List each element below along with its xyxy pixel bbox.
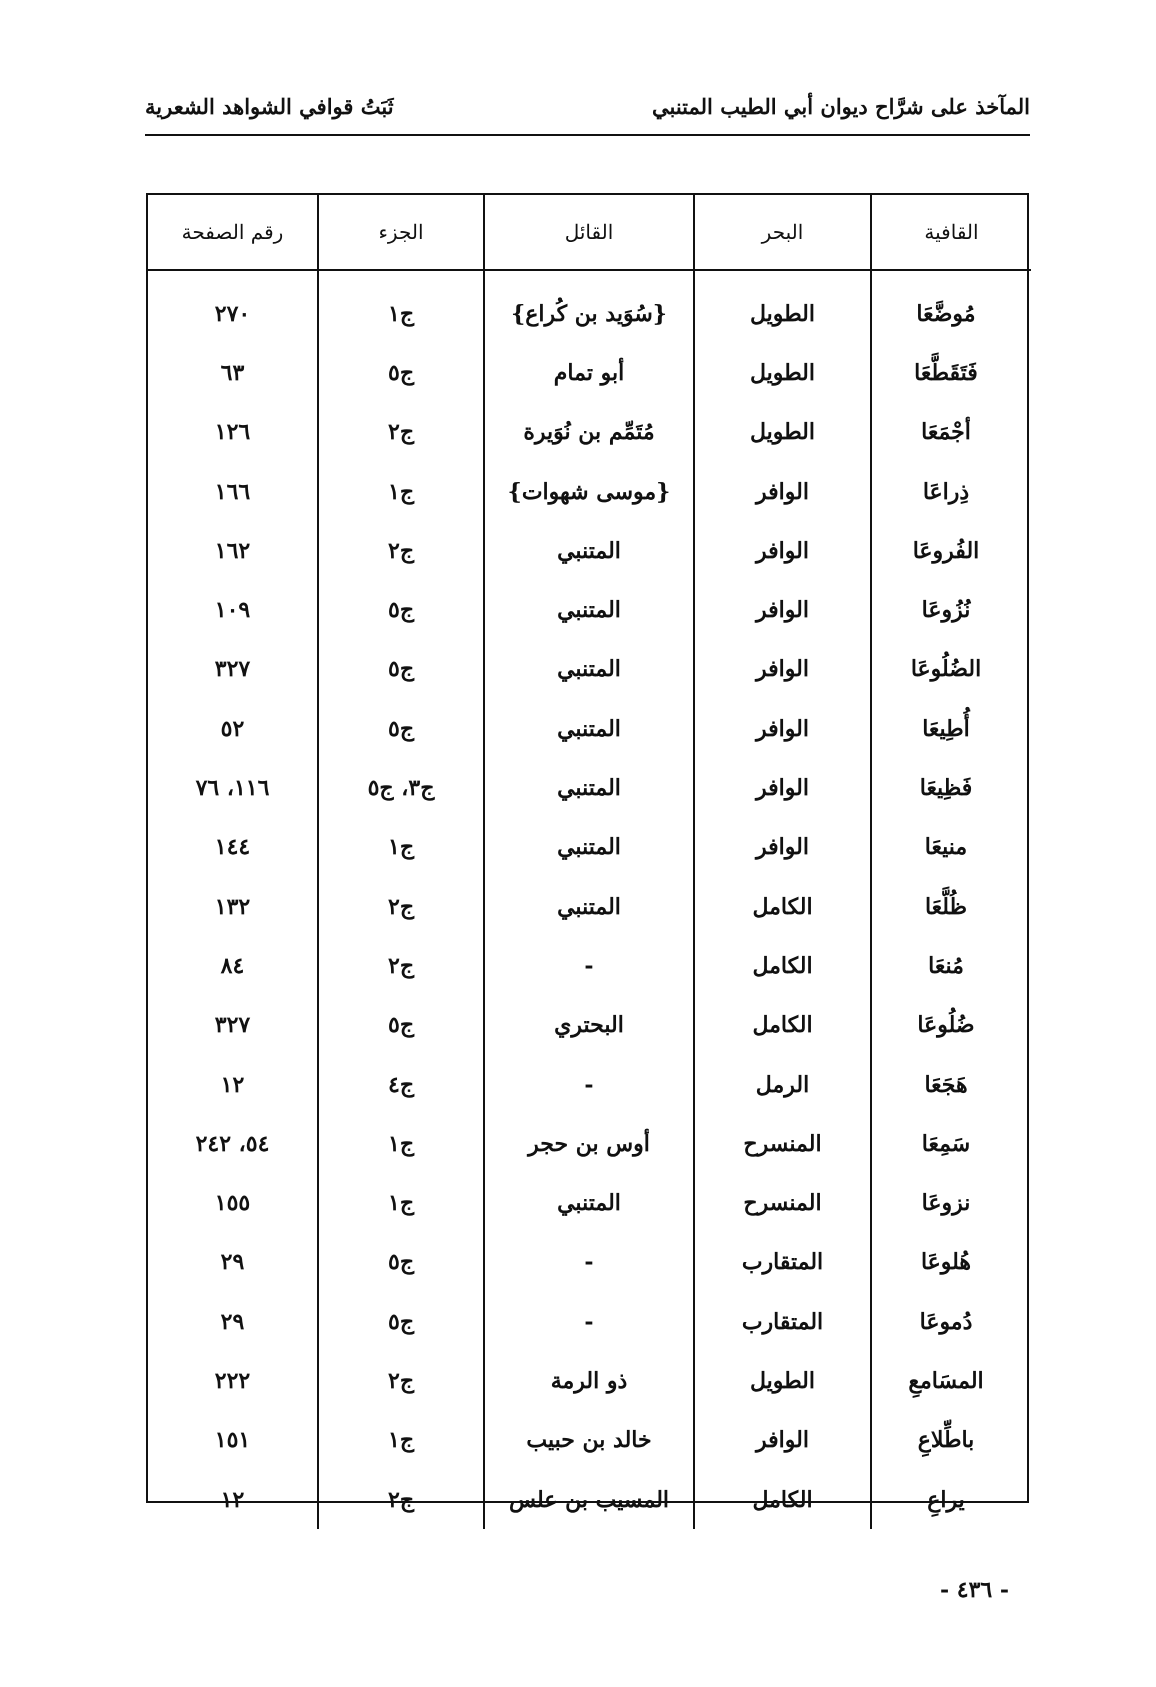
section-title: ثَبَتُ قوافي الشواهد الشعرية: [145, 94, 394, 119]
rhyme-cell: المسَامعِ: [871, 1351, 1031, 1410]
volume-cell: ج١: [318, 462, 484, 521]
rhyme-cell: فَظِيعَا: [871, 758, 1031, 817]
table-row: [148, 877, 1031, 936]
page-cell: ١٥١: [214, 1427, 251, 1454]
page-cell: ١٠٩: [214, 597, 251, 624]
speaker-cell: المتنبي: [484, 818, 694, 877]
table-row: [148, 462, 1031, 521]
speaker-cell: -: [484, 1233, 694, 1292]
rhyme-cell: سَمِعَا: [871, 1114, 1031, 1173]
rhyme-cell: دُموعَا: [871, 1292, 1031, 1351]
volume-cell: ج٥: [318, 343, 484, 402]
table-row: [148, 1173, 1031, 1232]
rhyme-cell: مُوضَّعَا: [871, 270, 1031, 343]
rhyme-cell: فَتَقَطَّعَا: [871, 343, 1031, 402]
table-row: [148, 1470, 1031, 1529]
table-header-row: [148, 195, 1031, 270]
speaker-cell: المتنبي: [484, 521, 694, 580]
rhyme-cell: ظُلَّعَا: [871, 877, 1031, 936]
table-row: [148, 403, 1031, 462]
column-header-rhyme: القافية: [871, 195, 1031, 270]
speaker-cell: المتنبي: [484, 758, 694, 817]
meter-cell: الوافر: [694, 640, 871, 699]
page-cell: ١١٦، ٧٦: [195, 775, 270, 802]
table-row: [148, 1055, 1031, 1114]
page-cell: ٢٩: [220, 1249, 245, 1276]
table-row: [148, 758, 1031, 817]
table-row: [148, 1351, 1031, 1410]
book-title: المآخذ على شرَّاح ديوان أبي الطيب المتنبي: [652, 94, 1030, 119]
column-header-speaker: القائل: [484, 195, 694, 270]
meter-cell: الكامل: [694, 877, 871, 936]
rhyme-cell: ذِراعَا: [871, 462, 1031, 521]
speaker-cell: المتنبي: [484, 1173, 694, 1232]
volume-cell: ج٢: [318, 936, 484, 995]
speaker-cell: ذو الرمة: [484, 1351, 694, 1410]
volume-cell: ج٢: [318, 403, 484, 462]
meter-cell: الوافر: [694, 462, 871, 521]
table-row: [148, 1233, 1031, 1292]
rhyme-cell: أُطِيعَا: [871, 699, 1031, 758]
volume-cell: ج١: [318, 818, 484, 877]
table-row: [148, 1292, 1031, 1351]
column-header-volume: الجزء: [318, 195, 484, 270]
volume-cell: ج١: [318, 1173, 484, 1232]
meter-cell: الكامل: [694, 936, 871, 995]
speaker-cell: {سُوَيد بن كُراع}: [484, 270, 694, 343]
page-cell: ٥٢: [220, 715, 245, 742]
rhyme-cell: الفُروعَا: [871, 521, 1031, 580]
volume-cell: ج٥: [318, 996, 484, 1055]
rhymes-table: [148, 195, 1031, 1529]
volume-cell: ج٣، ج٥: [318, 758, 484, 817]
table-row: [148, 1114, 1031, 1173]
meter-cell: الطويل: [694, 403, 871, 462]
page-cell: ٣٢٧: [214, 656, 251, 683]
rhymes-table-frame: [146, 193, 1029, 1513]
table-row: [148, 699, 1031, 758]
volume-cell: ج٢: [318, 877, 484, 936]
meter-cell: الطويل: [694, 1351, 871, 1410]
rhyme-cell: الضُلُوعَا: [871, 640, 1031, 699]
meter-cell: المنسرح: [694, 1173, 871, 1232]
rhyme-cell: نزوعَا: [871, 1173, 1031, 1232]
speaker-cell: المتنبي: [484, 640, 694, 699]
table-body: [148, 270, 1031, 1529]
speaker-cell: {موسى شهوات}: [484, 462, 694, 521]
rhyme-cell: هَجَعَا: [871, 1055, 1031, 1114]
page-number: - ٤٣٦ -: [940, 1577, 1010, 1603]
table-row: [148, 580, 1031, 639]
speaker-cell: مُتَمِّم بن نُوَيرة: [484, 403, 694, 462]
page-cell: ١٦٦: [214, 478, 251, 505]
page-cell: ٢٧٠: [214, 300, 251, 327]
page-cell: ١٢٦: [214, 419, 251, 446]
page-cell: ١٦٢: [214, 537, 251, 564]
meter-cell: المنسرح: [694, 1114, 871, 1173]
running-header: [145, 88, 1030, 136]
page-cell: ٥٤، ٢٤٢: [195, 1130, 270, 1157]
rhyme-cell: نُزُوعَا: [871, 580, 1031, 639]
meter-cell: الوافر: [694, 758, 871, 817]
speaker-cell: البحتري: [484, 996, 694, 1055]
speaker-cell: المتنبي: [484, 699, 694, 758]
page-cell: ٨٤: [220, 952, 245, 979]
rhyme-cell: هُلوعَا: [871, 1233, 1031, 1292]
table-row: [148, 1411, 1031, 1470]
table-row: [148, 343, 1031, 402]
page-cell: ١٢: [220, 1071, 245, 1098]
speaker-cell: -: [484, 936, 694, 995]
meter-cell: الكامل: [694, 996, 871, 1055]
speaker-cell: المسيب بن علس: [484, 1470, 694, 1529]
rhyme-cell: ضُلُوعَا: [871, 996, 1031, 1055]
volume-cell: ج٢: [318, 521, 484, 580]
speaker-cell: -: [484, 1292, 694, 1351]
volume-cell: ج١: [318, 1411, 484, 1470]
volume-cell: ج١: [318, 1114, 484, 1173]
meter-cell: الوافر: [694, 1411, 871, 1470]
meter-cell: الرمل: [694, 1055, 871, 1114]
speaker-cell: خالد بن حبيب: [484, 1411, 694, 1470]
volume-cell: ج٢: [318, 1351, 484, 1410]
page-cell: ٢٢٢: [214, 1367, 251, 1394]
speaker-cell: المتنبي: [484, 877, 694, 936]
speaker-cell: أوس بن حجر: [484, 1114, 694, 1173]
table-row: [148, 818, 1031, 877]
volume-cell: ج٥: [318, 699, 484, 758]
page-cell: ٣٢٧: [214, 1012, 251, 1039]
table-row: [148, 270, 1031, 343]
meter-cell: المتقارب: [694, 1292, 871, 1351]
meter-cell: الوافر: [694, 818, 871, 877]
table-row: [148, 996, 1031, 1055]
meter-cell: الطويل: [694, 343, 871, 402]
page-cell: ١٢: [220, 1486, 245, 1513]
speaker-cell: المتنبي: [484, 580, 694, 639]
rhyme-cell: أجْمَعَا: [871, 403, 1031, 462]
page-cell: ٦٣: [220, 359, 245, 386]
volume-cell: ج٥: [318, 1233, 484, 1292]
meter-cell: الوافر: [694, 699, 871, 758]
volume-cell: ج٥: [318, 640, 484, 699]
meter-cell: الوافر: [694, 521, 871, 580]
speaker-cell: أبو تمام: [484, 343, 694, 402]
page-cell: ١٥٥: [214, 1190, 251, 1217]
speaker-cell: -: [484, 1055, 694, 1114]
meter-cell: المتقارب: [694, 1233, 871, 1292]
rhyme-cell: منيعَا: [871, 818, 1031, 877]
meter-cell: الطويل: [694, 270, 871, 343]
column-header-page: رقم الصفحة: [148, 195, 318, 270]
page-cell: ١٣٢: [214, 893, 251, 920]
meter-cell: الكامل: [694, 1470, 871, 1529]
volume-cell: ج٤: [318, 1055, 484, 1114]
rhyme-cell: باطِّلاعِ: [871, 1411, 1031, 1470]
page-cell: ١٤٤: [214, 834, 251, 861]
volume-cell: ج٥: [318, 580, 484, 639]
table-row: [148, 936, 1031, 995]
meter-cell: الوافر: [694, 580, 871, 639]
column-header-meter: البحر: [694, 195, 871, 270]
volume-cell: ج١: [318, 270, 484, 343]
rhyme-cell: مُنعَا: [871, 936, 1031, 995]
volume-cell: ج٥: [318, 1292, 484, 1351]
volume-cell: ج٢: [318, 1470, 484, 1529]
rhyme-cell: يراعِ: [871, 1470, 1031, 1529]
table-row: [148, 521, 1031, 580]
page-cell: ٢٩: [220, 1308, 245, 1335]
table-row: [148, 640, 1031, 699]
